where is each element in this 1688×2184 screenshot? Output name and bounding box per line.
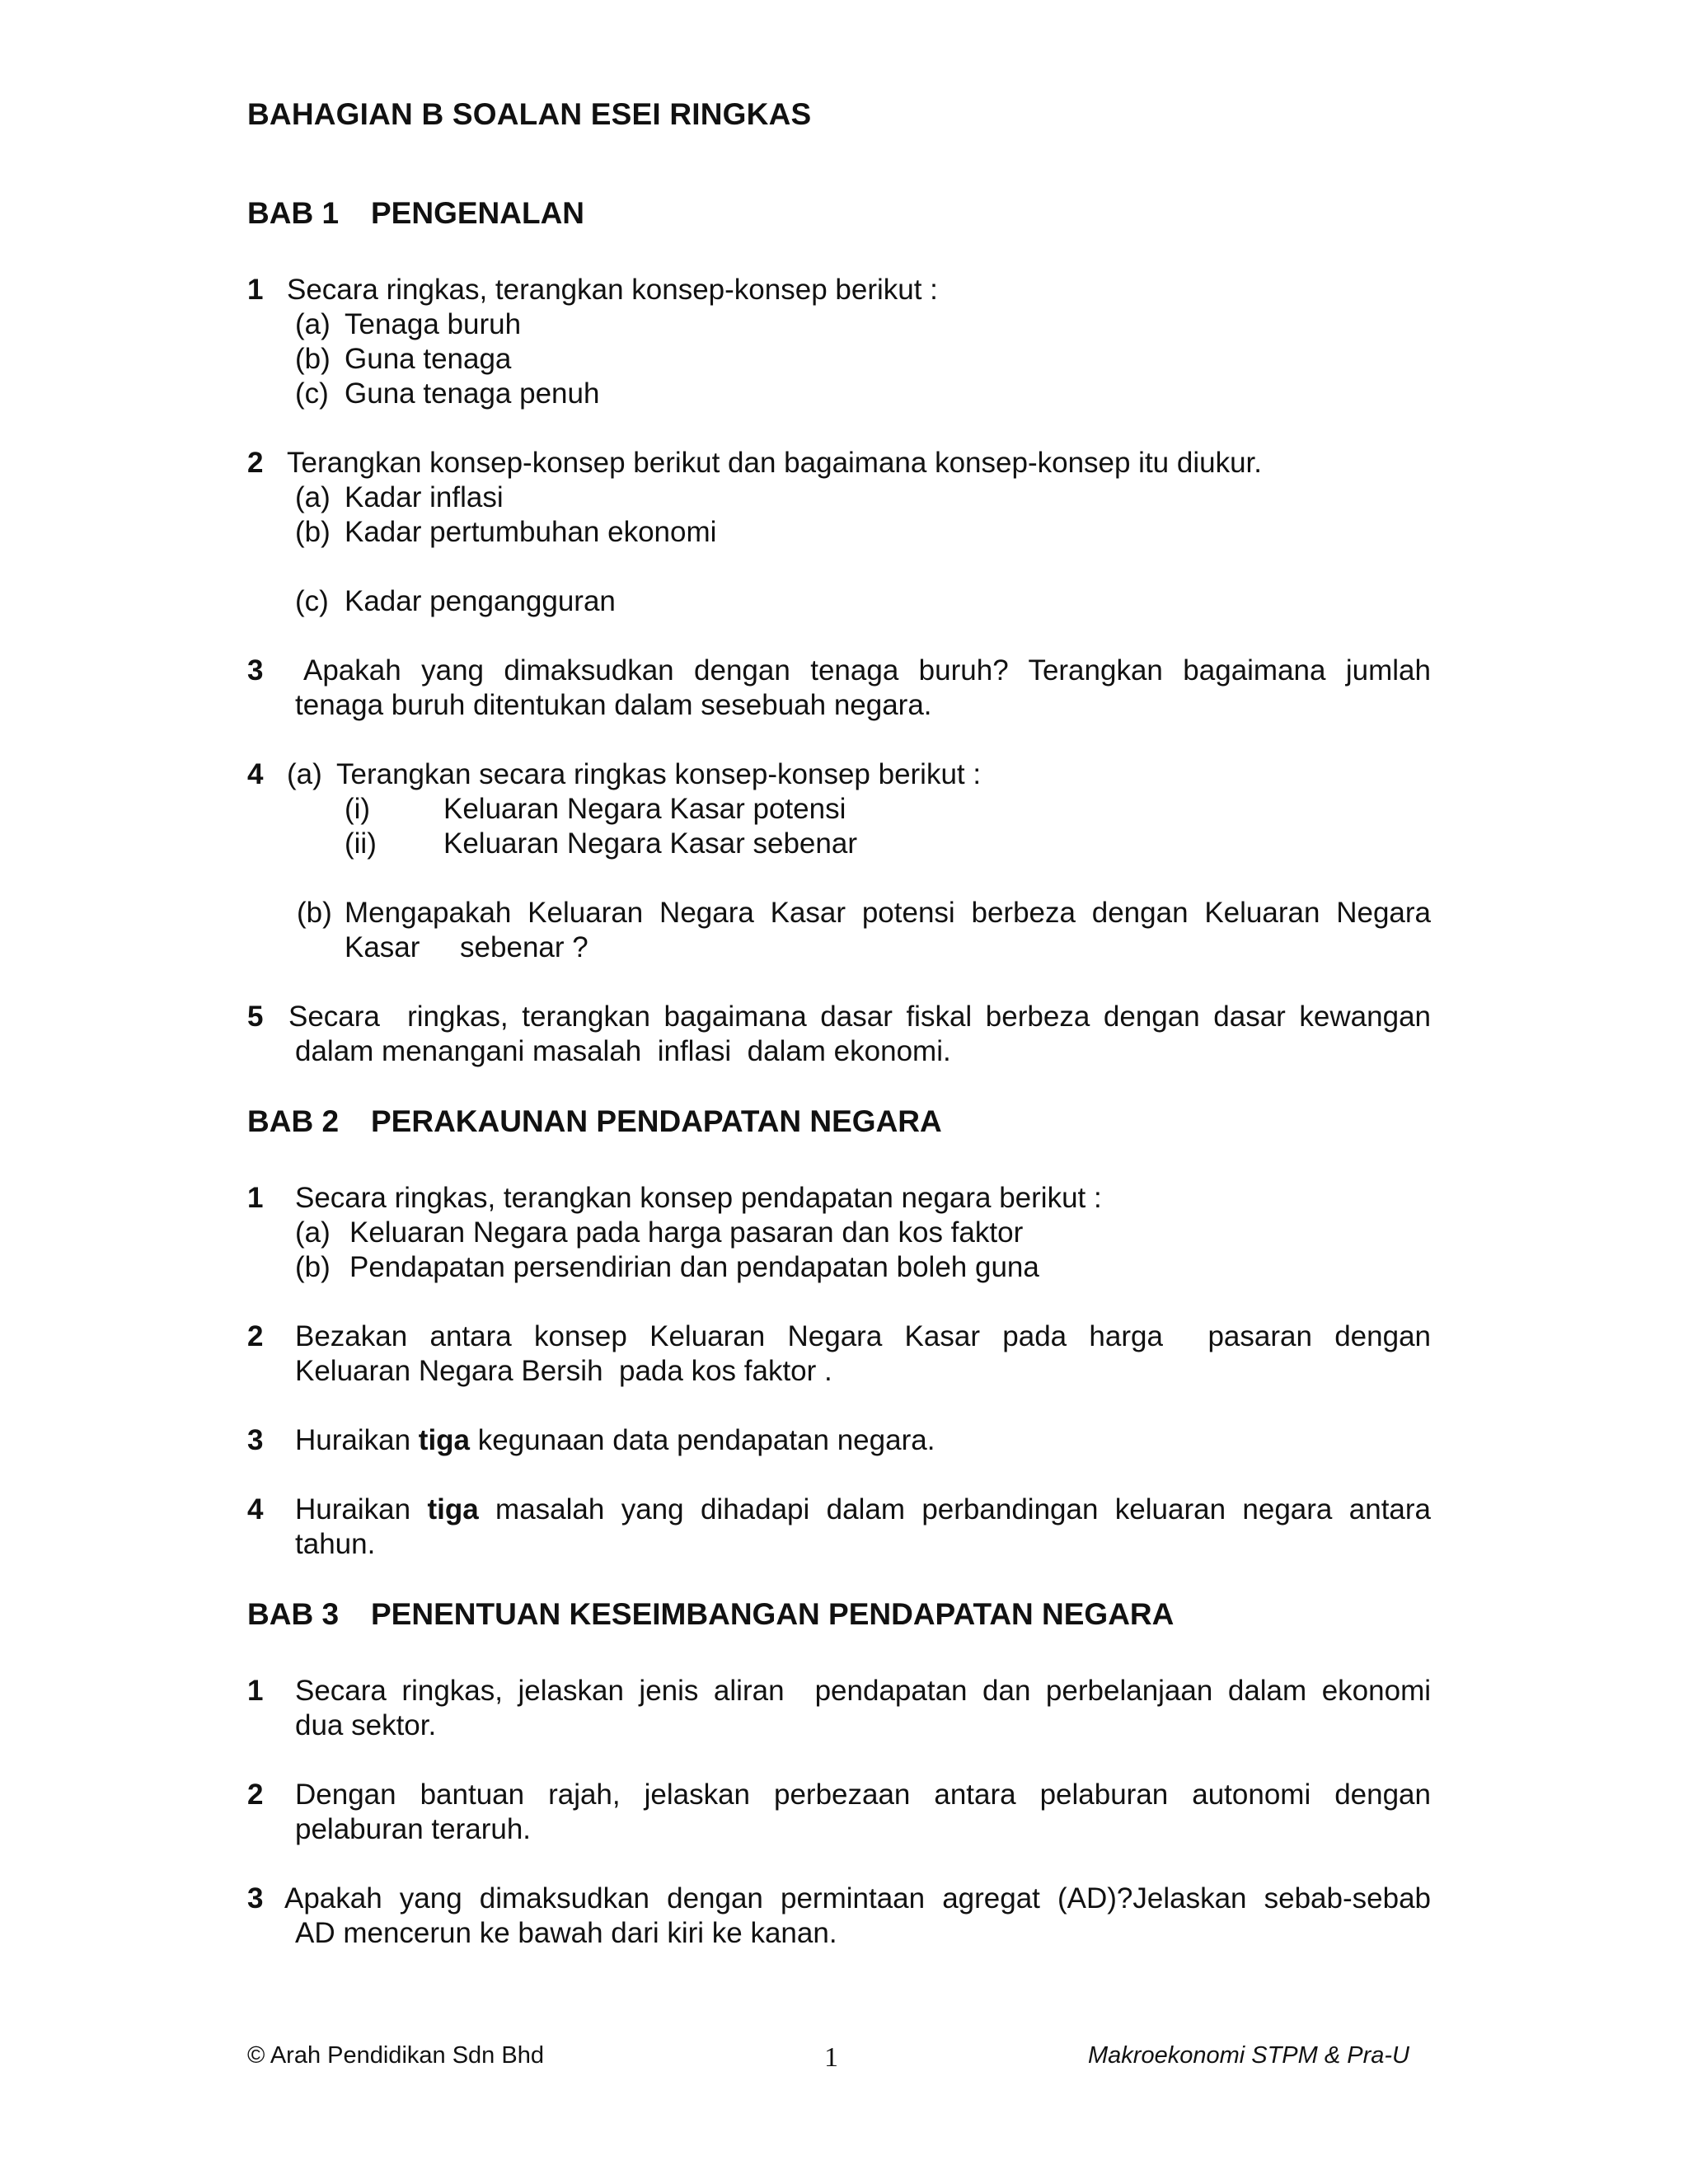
question-number: 1: [247, 1182, 264, 1214]
question-number: 1: [247, 274, 264, 306]
chapter-number: BAB 1: [247, 196, 340, 230]
page-number: 1: [824, 2042, 838, 2073]
footer-copyright: © Arah Pendidikan Sdn Bhd: [247, 2042, 544, 2069]
question-text: pelaburan teraruh.: [295, 1813, 532, 1845]
sub-item-text: Kasar sebenar ?: [345, 931, 588, 963]
question-text: Huraikan tiga masalah yang dihadapi dalam perbandingan keluaran negara antara: [295, 1493, 1432, 1526]
sub-item-text: Mengapakah Keluaran Negara Kasar potensi berbeza dengan Keluaran Negara: [345, 897, 1431, 929]
chapter-title: PERAKAUNAN PENDAPATAN NEGARA: [371, 1104, 942, 1138]
chapter-1-heading: [247, 196, 584, 231]
footer-book-title: Makroekonomi STPM & Pra-U: [1088, 2042, 1409, 2069]
question-number: 4: [247, 1493, 264, 1526]
question-text: Secara ringkas, terangkan bagaimana dasar fiskal berbeza dengan dasar kewangan: [288, 1001, 1431, 1033]
sub-item-label: (b): [297, 897, 332, 929]
question-number: 2: [247, 1779, 264, 1811]
question-text: Terangkan konsep-konsep berikut dan bagaimana konsep-konsep itu diukur.: [287, 447, 1262, 479]
question-number: 3: [247, 1424, 264, 1456]
question-number: 1: [247, 1675, 264, 1707]
question-number: 5: [247, 1001, 264, 1033]
question-text: Keluaran Negara Bersih pada kos faktor .: [295, 1355, 832, 1387]
question-text: AD mencerun ke bawah dari kiri ke kanan.: [295, 1917, 837, 1949]
question-text: Secara ringkas, terangkan konsep pendapatan negara berikut :: [295, 1182, 1102, 1214]
sub-sub-item: (ii) Keluaran Negara Kasar sebenar: [345, 827, 857, 860]
question-text: Bezakan antara konsep Keluaran Negara Kasar pada harga pasaran dengan: [295, 1320, 1431, 1352]
chapter-3-heading: [247, 1597, 1174, 1632]
sub-item: (b) Kadar pertumbuhan ekonomi: [295, 516, 717, 548]
sub-item: (c) Guna tenaga penuh: [295, 377, 600, 410]
question-text: Secara ringkas, terangkan konsep-konsep berikut :: [287, 274, 938, 306]
sub-item: (c) Kadar pengangguran: [295, 585, 616, 617]
chapter-2-heading: [247, 1104, 942, 1139]
question-number: 2: [247, 1320, 264, 1352]
sub-item: (b) Guna tenaga: [295, 343, 512, 375]
question-text: Apakah yang dimaksudkan dengan permintaan agregat (AD)?Jelaskan sebab-sebab: [284, 1882, 1431, 1915]
question-number: 3: [247, 1882, 264, 1915]
question-text: Huraikan tiga kegunaan data pendapatan negara.: [295, 1424, 935, 1456]
question-text: dua sektor.: [295, 1709, 437, 1741]
sub-item: (a) Kadar inflasi: [295, 481, 504, 513]
sub-item: (b) Pendapatan persendirian dan pendapatan boleh guna: [295, 1251, 1039, 1283]
chapter-title: PENENTUAN KESEIMBANGAN PENDAPATAN NEGARA: [371, 1597, 1175, 1631]
question-text: Apakah yang dimaksudkan dengan tenaga buruh? Terangkan bagaimana jumlah: [303, 654, 1431, 687]
chapter-title: PENGENALAN: [371, 196, 585, 230]
chapter-number: BAB 3: [247, 1597, 340, 1631]
question-number: 2: [247, 447, 264, 479]
question-number: 4: [247, 758, 264, 790]
question-text: Dengan bantuan rajah, jelaskan perbezaan antara pelaburan autonomi dengan: [295, 1779, 1431, 1811]
sub-item: (a) Keluaran Negara pada harga pasaran dan kos faktor: [295, 1216, 1024, 1249]
page-title: BAHAGIAN B SOALAN ESEI RINGKAS: [247, 97, 812, 131]
sub-item: (a) Tenaga buruh: [295, 308, 522, 340]
question-number: 3: [247, 654, 264, 687]
chapter-number: BAB 2: [247, 1104, 340, 1138]
question-text: tahun.: [295, 1528, 376, 1560]
question-text: tenaga buruh ditentukan dalam sesebuah negara.: [295, 689, 932, 721]
sub-sub-item: (i) Keluaran Negara Kasar potensi: [345, 793, 846, 825]
sub-item: (a) Terangkan secara ringkas konsep-konsep berikut :: [287, 758, 982, 790]
question-text: dalam menangani masalah inflasi dalam ekonomi.: [295, 1035, 951, 1067]
question-text: Secara ringkas, jelaskan jenis aliran pendapatan dan perbelanjaan dalam ekonomi: [295, 1675, 1431, 1707]
